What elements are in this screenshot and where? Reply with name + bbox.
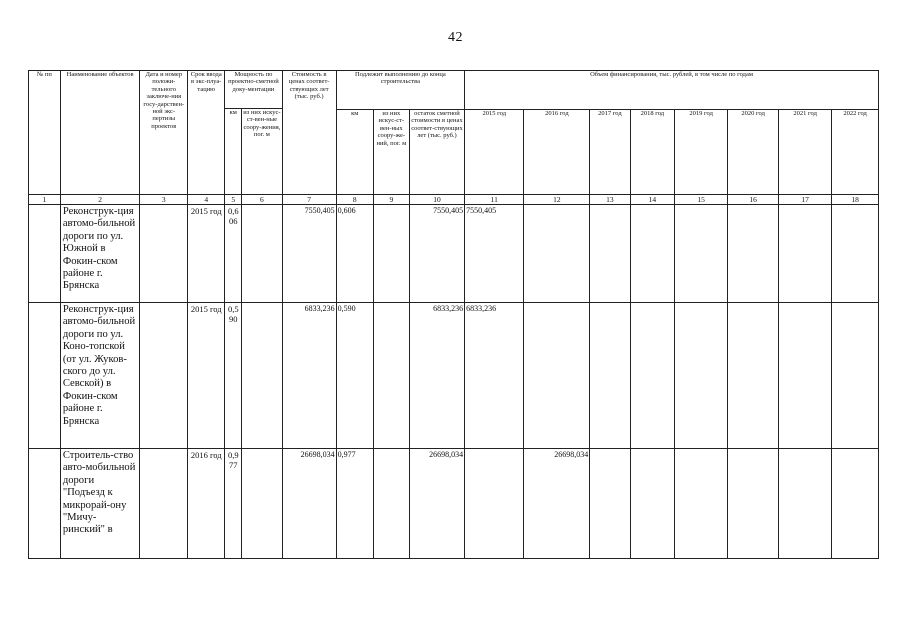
cell-date: [140, 449, 188, 559]
cell-2019: [675, 303, 728, 449]
column-number: 5: [225, 195, 242, 205]
cell-date: [140, 205, 188, 303]
cell-2019: [675, 205, 728, 303]
cell-cost: 26698,034: [282, 449, 336, 559]
header-year-2016: 2016 год: [524, 110, 590, 195]
cell-2015: 7550,405: [465, 205, 524, 303]
column-number: 13: [590, 195, 630, 205]
column-number: 17: [779, 195, 832, 205]
cell-2018: [630, 205, 675, 303]
cell-2015: 6833,236: [465, 303, 524, 449]
header-remain: остаток сметной стоимости в ценах соответ-ствующих лет (тыс. руб.): [409, 110, 464, 195]
cell-2016: [524, 303, 590, 449]
header-year-2021: 2021 год: [779, 110, 832, 195]
column-number: 9: [373, 195, 409, 205]
column-number: 7: [282, 195, 336, 205]
cell-no: [29, 303, 61, 449]
object-name: Реконструк-ция автомо-бильной дороги по ул. Коно-топской (от ул. Жуков-ского до ул. Севской) в Фокин-ском районе г. Брянска: [60, 303, 140, 449]
cell-art2: [373, 303, 409, 449]
cell-remain: 6833,236: [409, 303, 464, 449]
object-name: Строитель-ство авто-мобильной дороги "Подъезд к микрорай-ону "Мичу-ринский" в: [60, 449, 140, 559]
cell-2021: [779, 303, 832, 449]
cell-art2: [373, 205, 409, 303]
object-name: Реконструк-ция автомо-бильной дороги по ул. Южной в Фокин-ском районе г. Брянска: [60, 205, 140, 303]
header-subject: Подлежит выполнению до конца строительства: [336, 71, 464, 110]
cell-km: 0,590: [225, 303, 242, 449]
header-year-2020: 2020 год: [728, 110, 779, 195]
cell-2022: [832, 449, 879, 559]
table-row: [29, 449, 879, 559]
column-number: 3: [140, 195, 188, 205]
header-date: Дата и номер положи-тельного заключе-ния госу-дарствен-ной экс-пертизы проектов: [140, 71, 188, 195]
cell-art: [242, 205, 282, 303]
page-number: 42: [448, 30, 463, 45]
cell-art: [242, 449, 282, 559]
cell-no: [29, 205, 61, 303]
column-numbers-row: [29, 195, 879, 205]
cell-km2: 0,977: [336, 449, 373, 559]
cell-term: 2015 год: [188, 303, 225, 449]
cell-2020: [728, 205, 779, 303]
cell-no: [29, 449, 61, 559]
cell-km: 0,977: [225, 449, 242, 559]
cell-remain: 7550,405: [409, 205, 464, 303]
header-art2: из них искус-ст-вен-ных соору-же-ний, пог. м: [373, 110, 409, 195]
cell-2017: [590, 303, 630, 449]
cell-km: 0,606: [225, 205, 242, 303]
cell-2020: [728, 303, 779, 449]
column-number: 10: [409, 195, 464, 205]
header-year-2018: 2018 год: [630, 110, 675, 195]
cell-cost: 7550,405: [282, 205, 336, 303]
column-number: 6: [242, 195, 282, 205]
column-number: 12: [524, 195, 590, 205]
column-number: 8: [336, 195, 373, 205]
table-row: [29, 303, 879, 449]
column-number: 15: [675, 195, 728, 205]
cell-2021: [779, 205, 832, 303]
cell-2015: [465, 449, 524, 559]
cell-term: 2016 год: [188, 449, 225, 559]
cell-2020: [728, 449, 779, 559]
header-year-2022: 2022 год: [832, 110, 879, 195]
cell-2018: [630, 303, 675, 449]
cell-2016: [524, 205, 590, 303]
cell-term: 2015 год: [188, 205, 225, 303]
column-number: 18: [832, 195, 879, 205]
cell-2017: [590, 205, 630, 303]
column-number: 16: [728, 195, 779, 205]
header-cost: Стоимость в ценах соответ-ствующих лет (тыс. руб.): [282, 71, 336, 195]
header-year-2017: 2017 год: [590, 110, 630, 195]
table-row: [29, 205, 879, 303]
header-financing: Объем финансирования, тыс. рублей, в том числе по годам: [465, 71, 879, 110]
column-number: 1: [29, 195, 61, 205]
cell-art2: [373, 449, 409, 559]
header-no: № пп: [29, 71, 61, 195]
cell-km2: 0,590: [336, 303, 373, 449]
cell-2022: [832, 303, 879, 449]
cell-2017: [590, 449, 630, 559]
header-name: Наименование объектов: [60, 71, 140, 195]
header-year-2015: 2015 год: [465, 110, 524, 195]
header-term: Срок ввода в экс-плуа-тацию: [188, 71, 225, 195]
column-number: 2: [60, 195, 140, 205]
cell-km2: 0,606: [336, 205, 373, 303]
column-number: 11: [465, 195, 524, 205]
cell-2022: [832, 205, 879, 303]
header-art: из них искус-ст-вен-ные соору-жения, пог. м: [242, 109, 282, 195]
cell-2021: [779, 449, 832, 559]
header-km2: км: [336, 110, 373, 195]
header-km: км: [225, 109, 242, 195]
header-year-2019: 2019 год: [675, 110, 728, 195]
header-row-1: [29, 71, 879, 109]
header-capacity: Мощность по проектно-сметной доку-ментации: [225, 71, 282, 109]
column-number: 14: [630, 195, 675, 205]
column-number: 4: [188, 195, 225, 205]
cell-2019: [675, 449, 728, 559]
cell-art: [242, 303, 282, 449]
cell-remain: 26698,034: [409, 449, 464, 559]
cell-date: [140, 303, 188, 449]
cell-2016: 26698,034: [524, 449, 590, 559]
cell-cost: 6833,236: [282, 303, 336, 449]
financing-table: [28, 70, 879, 559]
cell-2018: [630, 449, 675, 559]
